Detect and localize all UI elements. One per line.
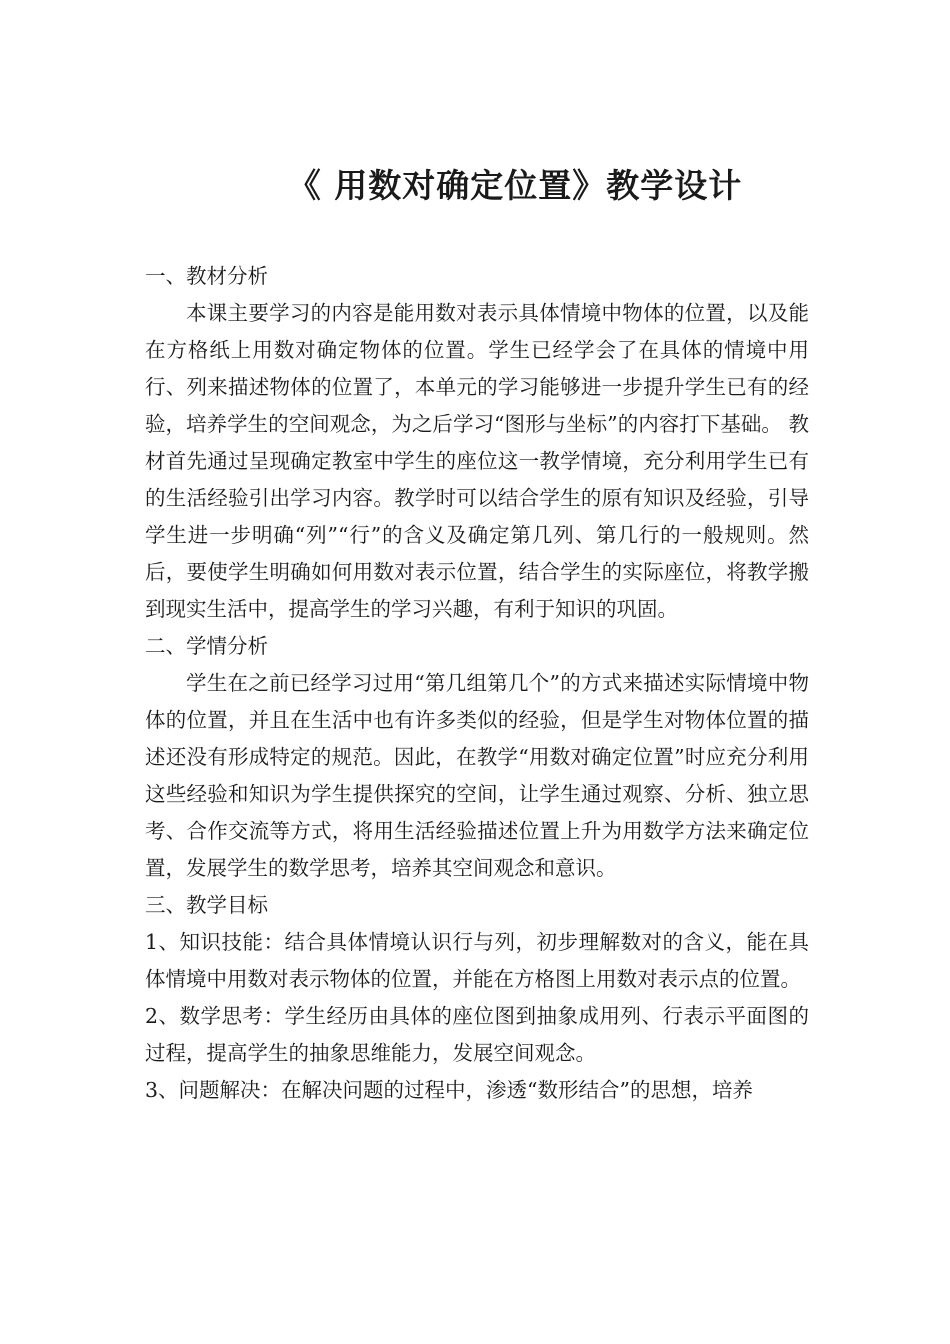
paragraph-student-analysis: 学生在之前已经学习过用“第几组第几个”的方式来描述实际情境中物体的位置，并且在生活中也有许多类似的经验，但是学生对物体位置的描述还没有形成特定的规范。因此，在教学“用数对确定位置”时应充分利用这些经验和知识为学生提供探究的空间，让学生通过观察、分析、独立思考、合作交流等方式，将用生活经验描述位置上升为用数学方法来确定位置，发展学生的数学思考，培养其空间观念和意识。 (145, 671, 809, 880)
goal-item-problem-solving: 3、问题解决：在解决问题的过程中，渗透“数形结合”的思想，培养 (145, 1078, 754, 1102)
document-title: 《 用数对确定位置》教学设计 (287, 166, 743, 205)
section-heading-teaching-goals: 三、教学目标 (145, 893, 268, 917)
section-heading-textbook-analysis: 一、教材分析 (145, 264, 268, 288)
document-body (145, 258, 809, 1109)
paragraph-textbook-analysis: 本课主要学习的内容是能用数对表示具体情境中物体的位置，以及能在方格纸上用数对确定物体的位置。学生已经学会了在具体的情境中用行、列来描述物体的位置了，本单元的学习能够进一步提升学生已有的经验，培养学生的空间观念，为之后学习“图形与坐标”的内容打下基础。 教材首先通过呈现确定教室中学生的座位这一教学情境，充分利用学生已有的生活经验引出学习内容。教学时可以结合学生的原有知识及经验，引导学生进一步明确“列”“行”的含义及确定第几列、第几行的一般规则。然后，要使学生明确如何用数对表示位置，结合学生的实际座位，将教学搬到现实生活中，提高学生的学习兴趣，有利于知识的巩固。 (145, 301, 809, 621)
goal-item-math-thinking: 2、数学思考：学生经历由具体的座位图到抽象成用列、行表示平面图的过程，提高学生的抽象思维能力，发展空间观念。 (145, 1004, 809, 1065)
section-heading-student-analysis: 二、学情分析 (145, 634, 268, 658)
goal-item-knowledge-skills: 1、知识技能：结合具体情境认识行与列，初步理解数对的含义，能在具体情境中用数对表示物体的位置，并能在方格图上用数对表示点的位置。 (145, 930, 809, 991)
